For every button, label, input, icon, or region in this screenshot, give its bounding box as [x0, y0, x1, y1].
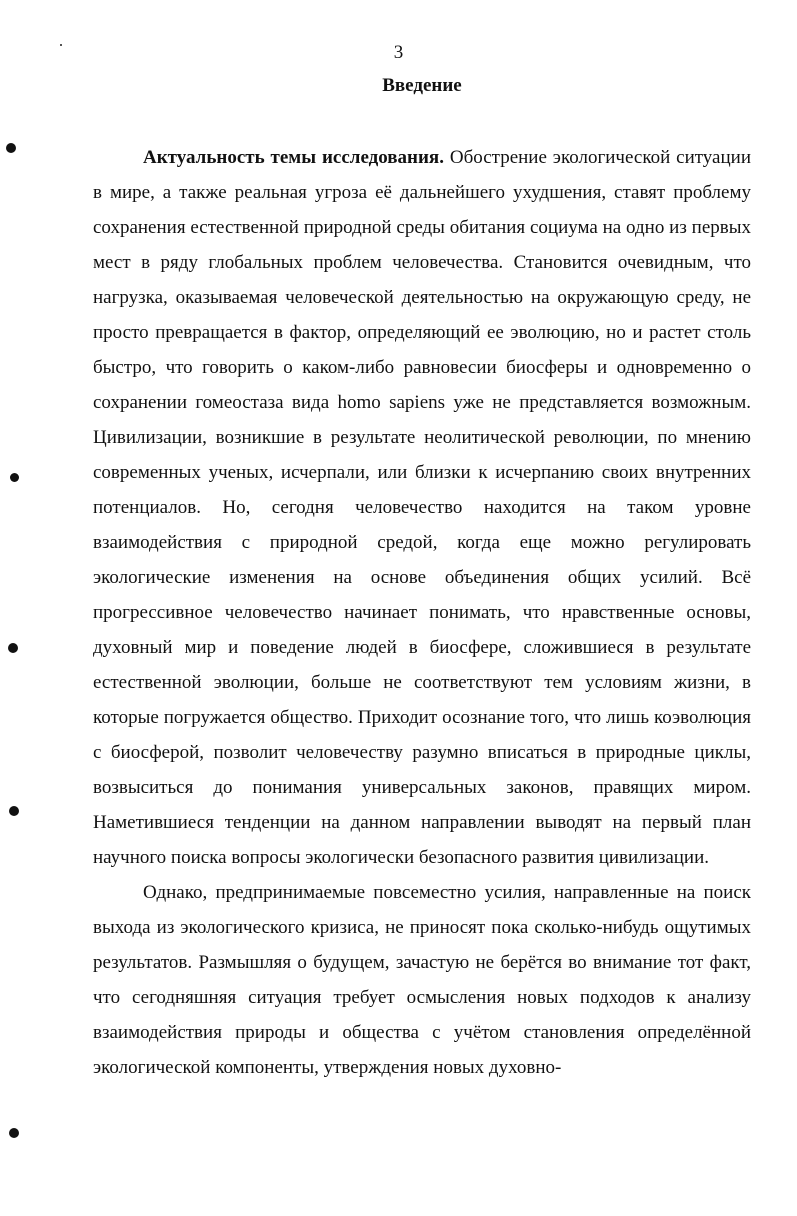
- paragraph-1-text: Обострение экологической ситуации в мире, а также реальная угроза её дальнейшего ухудшения, ставят проблему сохранения естественной природной среды обитания социума на одно из первых мест в ряду глобальных проблем человечества. Становится очевидным, что нагрузка, оказываемая человеческой деятельностью на окружающую среду, не просто превращается в фактор, определяющий ее эволюцию, но и растет столь быстро, что говорить о каком-либо равновесии биосферы и одновременно о сохранении гомеостаза вида homo sapiens уже не представляется возможным. Цивилизации, возникшие в результате неолитической революции, по мнению современных ученых, исчерпали, или близки к исчерпанию своих внутренних потенциалов. Но, сегодня человечество находится на таком уровне взаимодействия с природной средой, когда еще можно регулировать экологические изменения на основе объединения общих усилий. Всё прогрессивное человечество начинает понимать, что нравственные основы, духовный мир и поведение людей в биосфере, сложившиеся в результате естественной эволюции, больше не соответствуют тем условиям жизни, в которые погружается общество. Приходит осознание того, что лишь коэволюция с биосферой, позволит человечеству разумно вписаться в природные циклы, возвыситься до понимания универсальных законов, правящих миром. Наметившиеся тенденции на данном направлении выводят на первый план научного поиска вопросы экологически безопасного развития цивилизации.: [93, 147, 751, 868]
- scan-speck: [60, 44, 62, 46]
- body-text: [93, 140, 751, 1085]
- paragraph-lead: Актуальность темы исследования.: [143, 147, 444, 168]
- binding-hole-mark: [8, 643, 18, 653]
- page-number: 3: [393, 42, 404, 63]
- section-heading: Введение: [382, 75, 462, 96]
- binding-hole-mark: [6, 143, 16, 153]
- paragraph-2-text: Однако, предпринимаемые повсеместно усилия, направленные на поиск выхода из экологического кризиса, не приносят пока сколько-нибудь ощутимых результатов. Размышляя о будущем, зачастую не берётся во внимание тот факт, что сегодняшняя ситуация требует осмысления новых подходов к анализу взаимодействия природы и общества с учётом становления определённой экологической компоненты, утверждения новых духовно-: [93, 882, 751, 1078]
- binding-hole-mark: [10, 473, 19, 482]
- paragraph-1: [93, 140, 751, 875]
- binding-hole-mark: [9, 1128, 19, 1138]
- binding-hole-mark: [9, 806, 19, 816]
- paragraph-2: [93, 875, 751, 1085]
